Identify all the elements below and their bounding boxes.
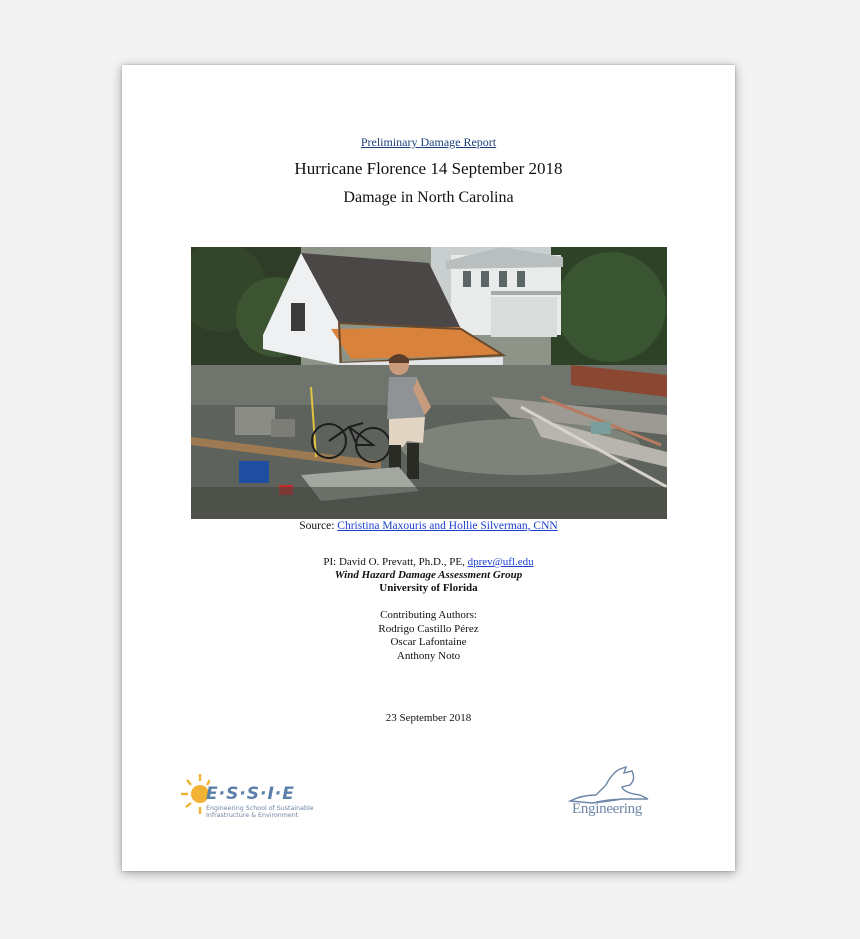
- essie-subtitle: Engineering School of Sustainable Infrastructure & Environment: [206, 805, 314, 819]
- group-name: Wind Hazard Damage Assessment Group: [334, 569, 523, 581]
- flood-damage-photo: [191, 247, 667, 519]
- authors-heading: Contributing Authors:: [380, 609, 477, 621]
- report-date: 23 September 2018: [385, 712, 472, 724]
- author-name: Oscar Lafontaine: [390, 636, 467, 648]
- university-name: University of Florida: [379, 582, 478, 594]
- pi-line: [122, 556, 735, 569]
- report-subtitle: Damage in North Carolina: [343, 189, 514, 206]
- pi-email-link[interactable]: dprev@ufl.edu: [467, 556, 534, 568]
- contributing-authors: [122, 609, 735, 663]
- report-kicker: [122, 135, 735, 150]
- photo-source-prefix: Source:: [299, 520, 338, 532]
- principal-investigator-block: [122, 556, 735, 595]
- essie-logo: [180, 770, 330, 820]
- author-name: Rodrigo Castillo Pérez: [378, 622, 479, 635]
- gator-engineering-logo: [562, 765, 652, 831]
- gator-wordmark: Engineering: [571, 801, 642, 817]
- photo-source: [122, 520, 735, 532]
- author-name: Anthony Noto: [396, 649, 461, 662]
- report-kicker-text: Preliminary Damage Report: [360, 135, 497, 149]
- cover-photo: [191, 247, 667, 519]
- photo-source-link[interactable]: Christina Maxouris and Hollie Silverman, CNN: [337, 520, 558, 532]
- report-title: Hurricane Florence 14 September 2018: [294, 159, 563, 178]
- pi-name: PI: David O. Prevatt, Ph.D., PE,: [323, 556, 468, 568]
- report-cover-page: [122, 65, 735, 871]
- gator-icon: [562, 765, 652, 805]
- essie-wordmark: E·S·S·I·E: [206, 784, 295, 804]
